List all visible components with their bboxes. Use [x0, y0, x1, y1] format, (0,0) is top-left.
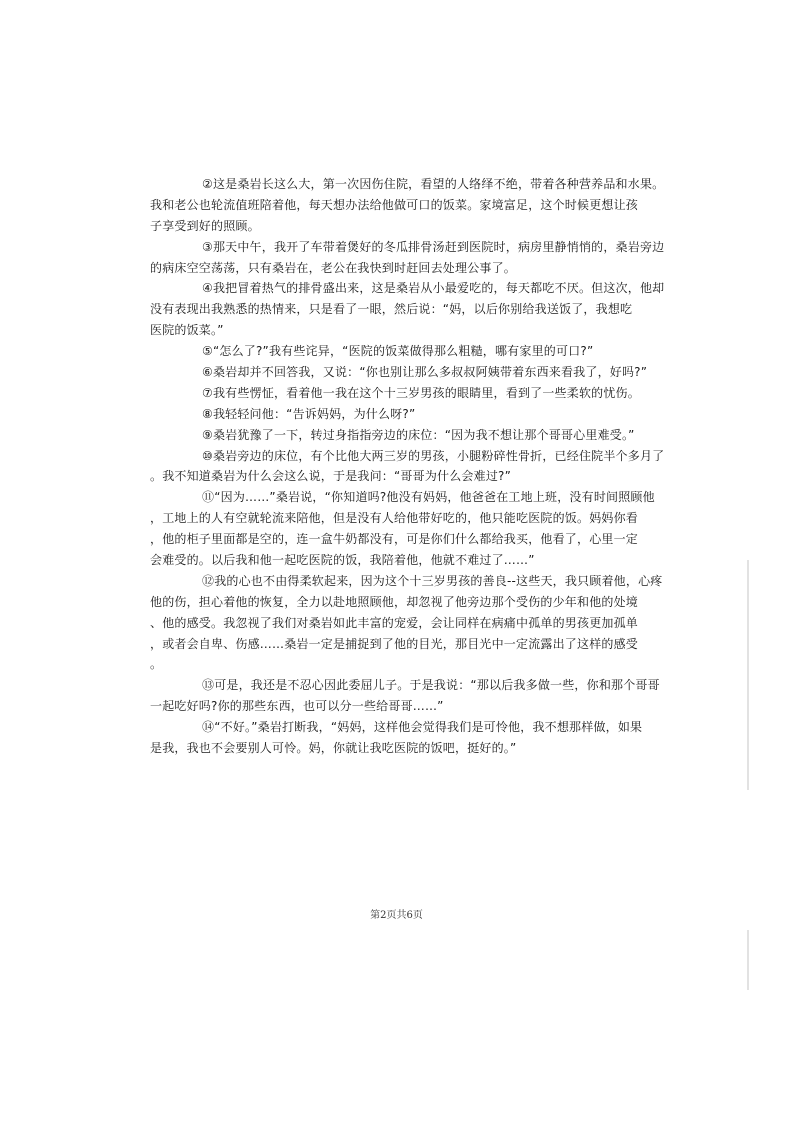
scan-edge-mark [747, 560, 749, 790]
paragraph [150, 717, 711, 759]
text-line: 。 [150, 657, 163, 672]
text-line: ，他的柜子里面都是空的，连一盒牛奶都没有，可是你们什么都给我买，他看了，心里一定 [150, 532, 639, 547]
text-line: ⑭“不好。”桑岩打断我，“妈妈，这样他会觉得我们是可怜他，我不想那样做，如果 [202, 720, 643, 735]
text-line: 他的伤，担心着他的恢复，全力以赴地照顾他，却忽视了他旁边那个受伤的少年和他的处境 [150, 594, 639, 609]
text-line: 是我，我也不会要别人可怜。妈，你就让我吃医院的饭吧，挺好的。” [150, 741, 517, 756]
text-line: ⑥桑岩却并不回答我，又说：“你也别让那么多叔叔阿姨带着东西来看我了，好吗?” [202, 365, 648, 380]
text-line: ②这是桑岩长这么大，第一次因伤住院，看望的人络绎不绝，带着各种营养品和水果。 [202, 177, 665, 191]
text-line: 子享受到好的照顾。 [150, 218, 260, 233]
text-line: ⑬可是，我还是不忍心因此委屈儿子。于是我说：“那以后我多做一些，你和那个哥哥 [202, 678, 660, 693]
text-line: ⑫我的心也不由得柔软起来，因为这个十三岁男孩的善良--这些天，我只顾着他，心疼 [202, 573, 663, 588]
paragraph [150, 278, 711, 341]
text-line: 会难受的。以后我和他一起吃医院的饭，我陪着他，他就不难过了……” [150, 553, 535, 568]
text-line: ，工地上的人有空就轮流来陪他，但是没有人给他带好吃的，他只能吃医院的饭。妈妈你看 [150, 511, 639, 526]
paragraph [176, 383, 711, 404]
text-line: ⑪“因为……”桑岩说，“你知道吗?他没有妈妈，他爸爸在工地上班，没有时间照顾他 [202, 490, 655, 505]
text-line: ，或者会自卑、伤感……桑岩一定是捕捉到了他的目光，那目光中一定流露出了这样的感受 [150, 636, 639, 651]
paragraph [150, 487, 711, 571]
text-line: ⑤“怎么了?”我有些诧异，“医院的饭菜做得那么粗糙，哪有家里的可口?” [202, 344, 594, 359]
text-line: 医院的饭菜。” [150, 323, 224, 338]
paragraph [150, 446, 711, 488]
paragraph [176, 425, 711, 446]
text-line: 的病床空空荡荡，只有桑岩在，老公在我快到时赶回去处理公事了。 [150, 260, 517, 275]
text-line: ③那天中午，我开了车带着煲好的冬瓜排骨汤赶到医院时，病房里静悄悄的，桑岩旁边 [202, 239, 665, 254]
paragraph [150, 675, 711, 717]
text-line: ④我把冒着热气的排骨盛出来，这是桑岩从小最爱吃的，每天都吃不厌。但这次，他却 [202, 281, 665, 296]
text-line: 没有表现出我熟悉的热情来，只是看了一眼，然后说：“妈，以后你别给我送饭了，我想吃 [150, 302, 633, 317]
scan-edge-mark [747, 930, 749, 990]
text-line: ⑦我有些愣怔，看着他一我在这个十三岁男孩的眼睛里，看到了一些柔软的忧伤。 [202, 385, 640, 400]
paragraph [150, 237, 711, 279]
text-line: 、他的感受。我忽视了我们对桑岩如此丰富的宠爱，会让同样在病痛中孤单的男孩更加孤单 [150, 615, 639, 630]
text-line: ⑨桑岩犹豫了一下，转过身指指旁边的床位：“因为我不想让那个哥哥心里难受。” [202, 427, 635, 442]
text-line: ⑩桑岩旁边的床位，有个比他大两三岁的男孩，小腿粉碎性骨折，已经住院半个多月了 [202, 448, 665, 463]
paragraph [176, 341, 711, 362]
paragraph [176, 362, 711, 383]
text-line: 。我不知道桑岩为什么会这么说，于是我问：“哥哥为什么会难过?” [150, 469, 512, 484]
paragraph [150, 571, 711, 675]
page-number-footer: 第2页共6页 [370, 910, 423, 921]
text-line: 我和老公也轮流值班陪着他，每天想办法给他做可口的饭菜。家境富足，这个时候更想让孩 [150, 197, 639, 212]
text-line: ⑧我轻轻问他：“告诉妈妈，为什么呀?” [202, 406, 416, 421]
article-body [150, 174, 711, 759]
paragraph [150, 174, 711, 237]
text-line: 一起吃好吗?你的那些东西，也可以分一些给哥哥……” [150, 699, 444, 714]
paragraph [176, 404, 711, 425]
